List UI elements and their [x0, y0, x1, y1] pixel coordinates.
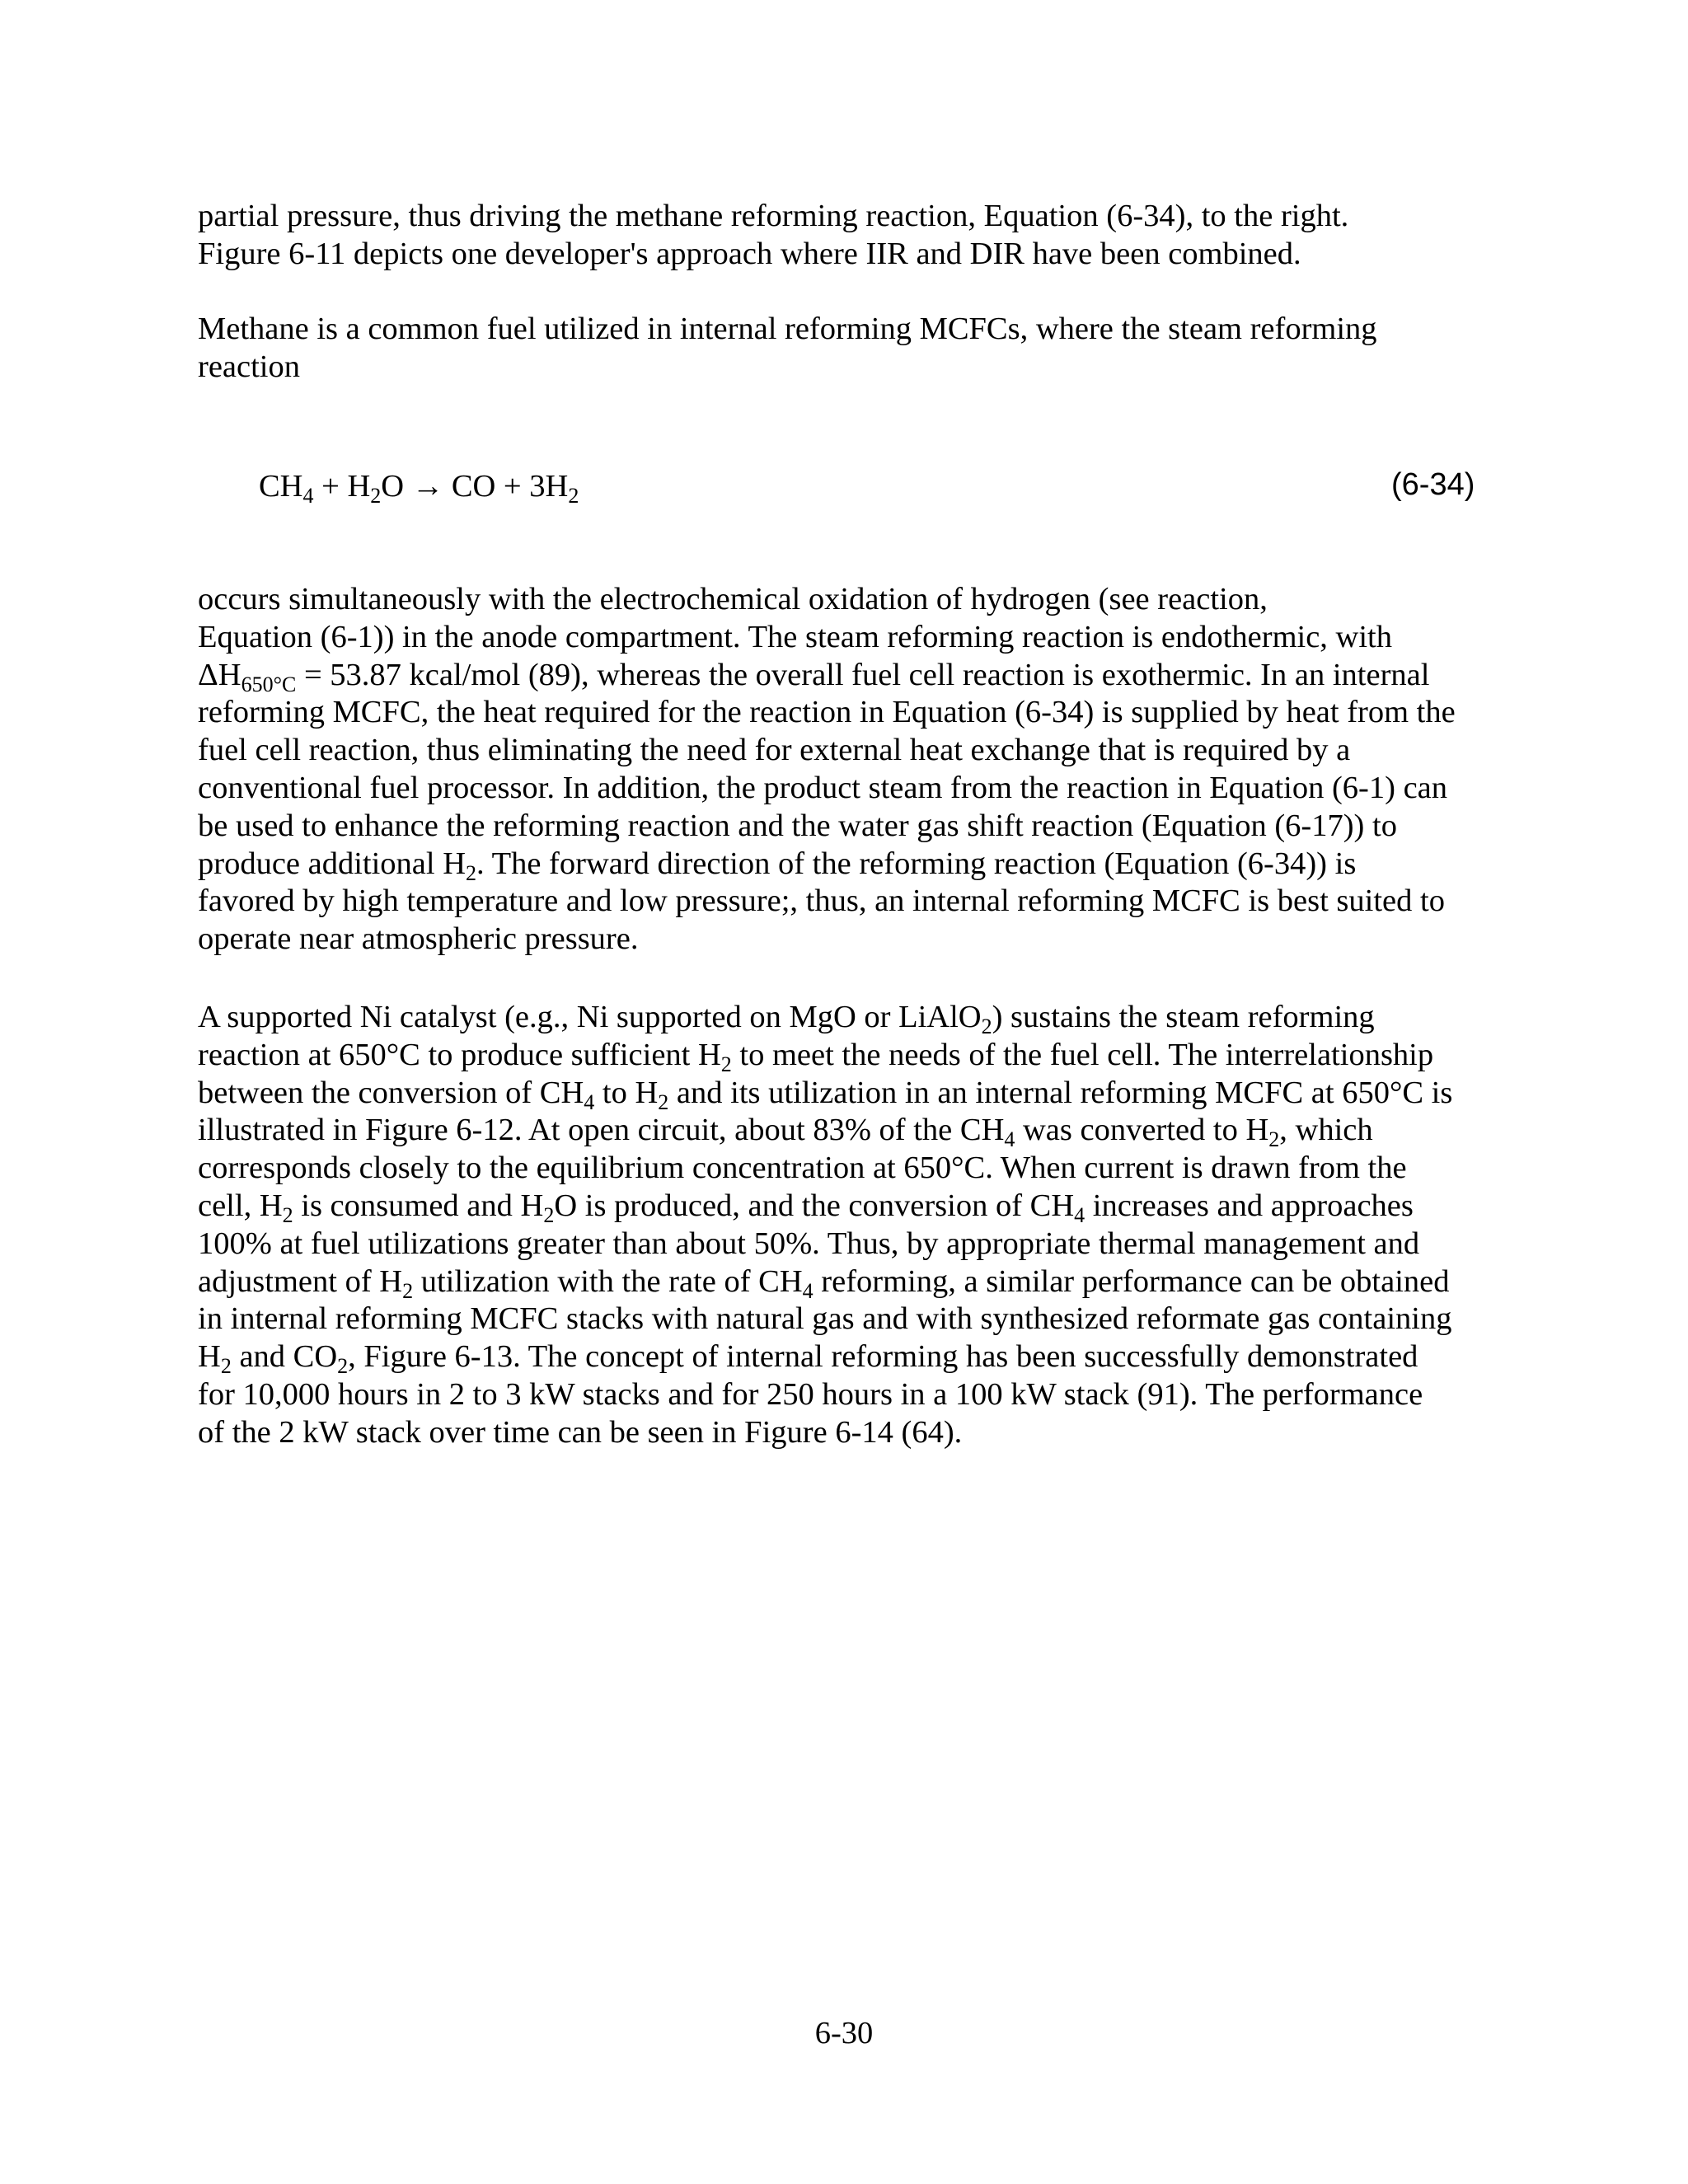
- paragraph-line: reforming MCFC, the heat required for the reaction in Equation (6-34) is supplied by heat from the: [198, 695, 1456, 730]
- subscript: 4: [802, 1278, 814, 1303]
- subscript: 2: [337, 1354, 349, 1379]
- equation-part: CH: [259, 469, 303, 504]
- paragraph-4: [198, 999, 1484, 1452]
- paragraph-line: partial pressure, thus driving the methane reforming reaction, Equation (6-34), to the right.: [198, 199, 1349, 233]
- text-run: = 53.87 kcal/mol (89), whereas the overall fuel cell reaction is exothermic. In an internal: [296, 657, 1430, 692]
- paragraph-line: [198, 1075, 1484, 1113]
- subscript: 2: [658, 1090, 669, 1114]
- text-run: A supported Ni catalyst (e.g., Ni supported on MgO or LiAlO: [198, 1000, 982, 1034]
- paragraph-line: Figure 6-11 depicts one developer's approach where IIR and DIR have been combined.: [198, 236, 1301, 271]
- text-run: to H: [594, 1075, 659, 1110]
- paragraph-line: [198, 999, 1484, 1037]
- paragraph-line: reaction: [198, 349, 300, 384]
- text-run: and CO: [231, 1339, 338, 1375]
- text-run: O is produced, and the conversion of CH: [554, 1188, 1075, 1223]
- paragraph-line: favored by high temperature and low pressure;, thus, an internal reforming MCFC is best suited to: [198, 883, 1445, 919]
- text-run: produce additional H: [198, 846, 467, 881]
- subscript: 2: [981, 1015, 992, 1038]
- subscript: 2: [466, 860, 477, 885]
- subscript: 2: [1268, 1127, 1280, 1152]
- paragraph-line: fuel cell reaction, thus eliminating the need for external heat exchange that is required by a: [198, 733, 1351, 768]
- text-run: and its utilization in an internal reforming MCFC at 650°C is: [668, 1075, 1453, 1110]
- text-run: was converted to H: [1015, 1113, 1269, 1148]
- text-run: . The forward direction of the reforming reaction (Equation (6-34)) is: [476, 846, 1357, 881]
- text-run: , which: [1279, 1113, 1373, 1148]
- text-run: utilization with the rate of CH: [413, 1263, 803, 1299]
- subscript: 650°C: [241, 672, 297, 696]
- subscript: 2: [282, 1202, 293, 1227]
- equation-subscript: 2: [370, 484, 382, 508]
- paragraph-line: be used to enhance the reforming reaction and the water gas shift reaction (Equation (6-17)) to: [198, 808, 1397, 843]
- paragraph-line: in internal reforming MCFC stacks with natural gas and with synthesized reformate gas containing: [198, 1301, 1452, 1337]
- subscript: 2: [220, 1354, 232, 1379]
- text-run: is consumed and H: [293, 1188, 544, 1223]
- paragraph-1: [198, 198, 1484, 274]
- subscript: 2: [402, 1278, 414, 1303]
- subscript: 4: [1004, 1127, 1015, 1152]
- paragraph-line: Methane is a common fuel utilized in internal reforming MCFCs, where the steam reforming: [198, 312, 1377, 346]
- equation-6-34: [259, 467, 579, 508]
- text-run: ) sustains the steam reforming: [992, 1000, 1375, 1034]
- equation-subscript: 4: [302, 484, 314, 508]
- paragraph-line: for 10,000 hours in 2 to 3 kW stacks and for 250 hours in a 100 kW stack (91). The performance: [198, 1376, 1423, 1412]
- paragraph-2: [198, 311, 1484, 387]
- subscript: 2: [720, 1052, 732, 1076]
- text-run: between the conversion of CH: [198, 1075, 584, 1110]
- paragraph-line: [198, 1263, 1484, 1301]
- subscript: 2: [543, 1202, 555, 1227]
- paragraph-line: [198, 657, 1484, 695]
- equation-number: (6-34): [1391, 467, 1475, 502]
- paragraph-line: Equation (6-1)) in the anode compartment. The steam reforming reaction is endothermic, with: [198, 619, 1392, 654]
- paragraph-line: [198, 1188, 1484, 1226]
- text-run: adjustment of H: [198, 1263, 403, 1299]
- text-run: increases and approaches: [1085, 1188, 1414, 1223]
- paragraph-line: [198, 1037, 1484, 1075]
- subscript: 4: [584, 1090, 595, 1114]
- text-run: to meet the needs of the fuel cell. The interrelationship: [731, 1037, 1434, 1072]
- text-run: , Figure 6-13. The concept of internal reforming has been successfully demonstrated: [348, 1339, 1418, 1375]
- paragraph-line: corresponds closely to the equilibrium concentration at 650°C. When current is drawn from the: [198, 1151, 1407, 1186]
- subscript: 4: [1074, 1202, 1085, 1227]
- text-run: illustrated in Figure 6-12. At open circuit, about 83% of the CH: [198, 1113, 1005, 1148]
- paragraph-line: conventional fuel processor. In addition, the product steam from the reaction in Equation (6-1) can: [198, 770, 1447, 805]
- text-run: cell, H: [198, 1188, 283, 1223]
- text-run: ΔH: [198, 657, 241, 692]
- paragraph-3: [198, 581, 1484, 958]
- paragraph-line: operate near atmospheric pressure.: [198, 921, 639, 957]
- equation-part: + H: [313, 469, 371, 504]
- equation-part: O → CO + 3H: [381, 469, 569, 504]
- text-run: reforming, a similar performance can be obtained: [813, 1263, 1450, 1299]
- paragraph-line: occurs simultaneously with the electrochemical oxidation of hydrogen (see reaction,: [198, 582, 1268, 616]
- paragraph-line: of the 2 kW stack over time can be seen in Figure 6-14 (64).: [198, 1414, 963, 1450]
- paragraph-line: [198, 846, 1484, 883]
- text-run: reaction at 650°C to produce sufficient H: [198, 1037, 721, 1072]
- page-number: 6-30: [814, 2016, 874, 2050]
- equation-subscript: 2: [568, 484, 579, 508]
- paragraph-line: 100% at fuel utilizations greater than about 50%. Thus, by appropriate thermal management and: [198, 1226, 1420, 1261]
- text-run: H: [198, 1339, 221, 1375]
- paragraph-line: [198, 1338, 1484, 1379]
- paragraph-line: [198, 1112, 1484, 1150]
